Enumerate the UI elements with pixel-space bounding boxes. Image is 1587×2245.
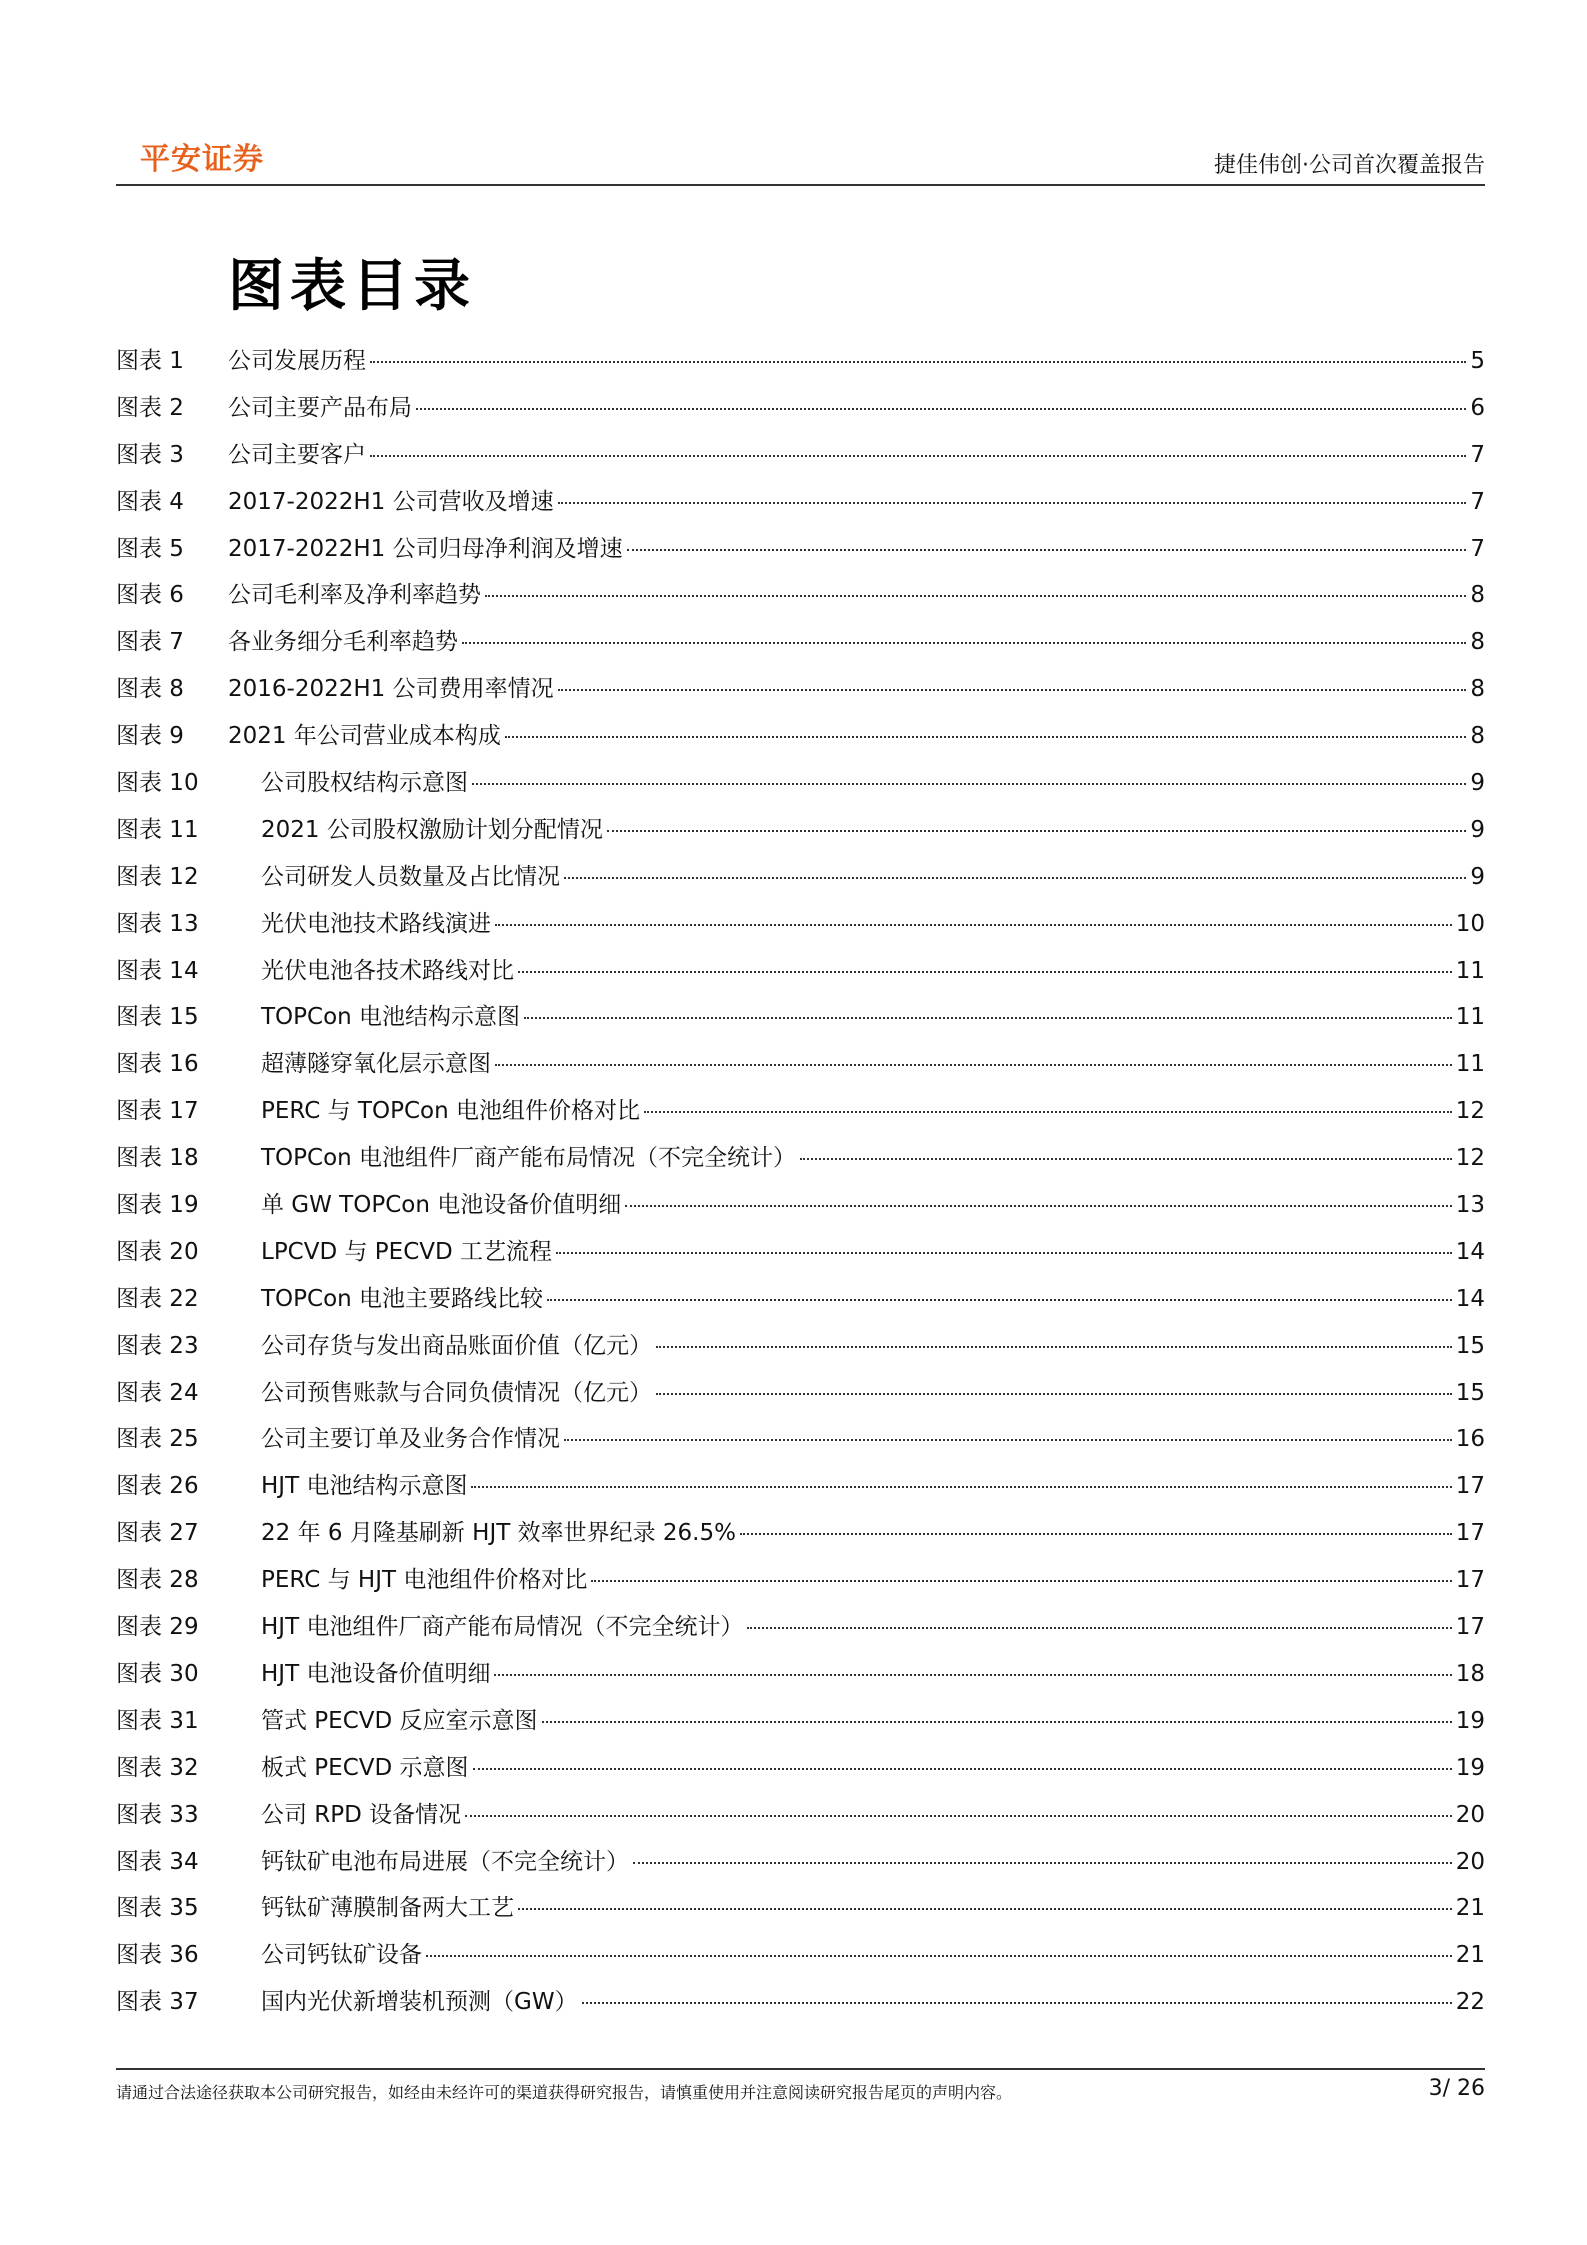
toc-dot-leader	[564, 1439, 1452, 1441]
toc-entry-label: 图表 3	[116, 441, 184, 468]
company-logo: 平安证券	[140, 142, 264, 177]
toc-entry-title: 超薄隧穿氧化层示意图	[261, 1051, 491, 1078]
toc-entry[interactable]	[116, 1420, 1485, 1467]
toc-dot-leader	[607, 830, 1467, 832]
toc-dot-leader	[547, 1299, 1452, 1301]
toc-entry-label: 图表 34	[116, 1848, 199, 1875]
toc-dot-leader	[473, 1768, 1452, 1770]
toc-entry-page: 21	[1455, 1895, 1485, 1922]
toc-entry-label: 图表 32	[116, 1754, 199, 1781]
toc-entry[interactable]	[116, 530, 1485, 577]
toc-entry[interactable]	[116, 389, 1485, 436]
toc-dot-leader	[416, 408, 1466, 410]
toc-entry[interactable]	[116, 1280, 1485, 1327]
toc-entry-label: 图表 33	[116, 1801, 199, 1828]
toc-dot-leader	[564, 877, 1466, 879]
toc-entry[interactable]	[116, 623, 1485, 670]
toc-entry[interactable]	[116, 1749, 1485, 1796]
toc-dot-leader	[800, 1158, 1452, 1160]
toc-entry[interactable]	[116, 952, 1485, 999]
toc-entry-title: 公司存货与发出商品账面价值（亿元）	[261, 1332, 652, 1359]
page-number: 3/ 26	[1428, 2076, 1485, 2101]
toc-entry-title: 单 GW TOPCon 电池设备价值明细	[261, 1192, 622, 1219]
toc-entry-page: 17	[1455, 1473, 1485, 1500]
toc-dot-leader	[518, 971, 1452, 973]
toc-entry-label: 图表 23	[116, 1332, 199, 1359]
toc-entry-label: 图表 30	[116, 1660, 199, 1687]
toc-entry-title: HJT 电池结构示意图	[261, 1473, 468, 1500]
toc-entry-page: 8	[1470, 723, 1485, 750]
toc-entry-label: 图表 26	[116, 1473, 199, 1500]
toc-entry-page: 11	[1455, 1051, 1485, 1078]
toc-entry-page: 8	[1470, 676, 1485, 703]
toc-entry[interactable]	[116, 1936, 1485, 1983]
toc-entry-title: 公司股权结构示意图	[261, 770, 468, 797]
toc-dot-leader	[656, 1346, 1452, 1348]
toc-entry[interactable]	[116, 1655, 1485, 1702]
toc-dot-leader	[627, 549, 1467, 551]
toc-entry-label: 图表 27	[116, 1520, 199, 1547]
toc-entry-page: 18	[1455, 1660, 1485, 1687]
toc-entry-label: 图表 37	[116, 1989, 199, 2016]
toc-entry-page: 19	[1455, 1754, 1485, 1781]
toc-entry-page: 20	[1455, 1801, 1485, 1828]
toc-entry-page: 16	[1455, 1426, 1485, 1453]
toc-entry-title: HJT 电池设备价值明细	[261, 1660, 491, 1687]
toc-entry-label: 图表 29	[116, 1614, 199, 1641]
toc-entry-title: 2017-2022H1 公司归母净利润及增速	[228, 535, 623, 562]
toc-entry[interactable]	[116, 1796, 1485, 1843]
toc-entry-label: 图表 24	[116, 1379, 199, 1406]
toc-entry-label: 图表 16	[116, 1051, 199, 1078]
toc-dot-leader	[740, 1533, 1452, 1535]
toc-entry-title: 管式 PECVD 反应室示意图	[261, 1707, 538, 1734]
toc-entry-page: 7	[1470, 535, 1485, 562]
toc-dot-leader	[485, 595, 1466, 597]
toc-entry-title: 公司钙钛矿设备	[261, 1942, 422, 1969]
toc-entry-label: 图表 6	[116, 582, 184, 609]
toc-entry-title: 2021 公司股权激励计划分配情况	[261, 816, 603, 843]
toc-entry-page: 7	[1470, 488, 1485, 515]
toc-entry[interactable]	[116, 1374, 1485, 1421]
toc-entry[interactable]	[116, 576, 1485, 623]
toc-dot-leader	[505, 736, 1467, 738]
toc-entry-page: 17	[1455, 1520, 1485, 1547]
toc-entry-page: 8	[1470, 629, 1485, 656]
toc-entry-label: 图表 2	[116, 394, 184, 421]
toc-entry-title: 公司研发人员数量及占比情况	[261, 863, 560, 890]
toc-entry-label: 图表 13	[116, 910, 199, 937]
toc-entry[interactable]	[116, 1561, 1485, 1608]
toc-dot-leader	[747, 1627, 1451, 1629]
toc-dot-leader	[471, 1486, 1451, 1488]
toc-dot-leader	[558, 689, 1467, 691]
toc-entry-title: 2021 年公司营业成本构成	[228, 723, 501, 750]
toc-entry-title: LPCVD 与 PECVD 工艺流程	[261, 1238, 553, 1265]
toc-entry[interactable]	[116, 1889, 1485, 1936]
toc-entry[interactable]	[116, 1467, 1485, 1514]
toc-entry-label: 图表 15	[116, 1004, 199, 1031]
header-divider	[116, 184, 1485, 186]
toc-entry-title: HJT 电池组件厂商产能布局情况（不完全统计）	[261, 1614, 744, 1641]
toc-entry-label: 图表 31	[116, 1707, 199, 1734]
toc-entry-page: 11	[1455, 1004, 1485, 1031]
toc-entry[interactable]	[116, 436, 1485, 483]
toc-entry-page: 6	[1470, 394, 1485, 421]
toc-dot-leader	[524, 1017, 1452, 1019]
toc-entry-page: 9	[1470, 770, 1485, 797]
page-header	[116, 128, 1485, 188]
toc-entry[interactable]	[116, 342, 1485, 389]
toc-entry-title: 公司发展历程	[228, 348, 366, 374]
toc-entry-page: 12	[1455, 1145, 1485, 1172]
toc-dot-leader	[494, 1674, 1451, 1676]
toc-entry-label: 图表 5	[116, 535, 184, 562]
toc-dot-leader	[591, 1580, 1451, 1582]
toc-dot-leader	[495, 924, 1452, 926]
toc-entry-page: 14	[1455, 1238, 1485, 1265]
toc-entry[interactable]	[116, 1327, 1485, 1374]
toc-dot-leader	[370, 455, 1466, 457]
toc-entry-title: 2017-2022H1 公司营收及增速	[228, 488, 554, 515]
toc-entry-title: 各业务细分毛利率趋势	[228, 629, 458, 656]
toc-dot-leader	[556, 1252, 1452, 1254]
toc-entry-page: 17	[1455, 1567, 1485, 1594]
toc-entry-label: 图表 36	[116, 1942, 199, 1969]
toc-entry-title: TOPCon 电池结构示意图	[261, 1004, 521, 1031]
toc-entry[interactable]	[116, 1843, 1485, 1890]
toc-entry-label: 图表 18	[116, 1145, 199, 1172]
toc-entry-page: 8	[1470, 582, 1485, 609]
toc-entry-title: 公司主要订单及业务合作情况	[261, 1426, 560, 1453]
toc-entry-label: 图表 20	[116, 1238, 199, 1265]
toc-dot-leader	[495, 1064, 1452, 1066]
toc-dot-leader	[582, 2002, 1452, 2004]
toc-entry-label: 图表 17	[116, 1098, 199, 1125]
toc-entry-title: 光伏电池各技术路线对比	[261, 957, 514, 984]
page-title: 图表目录	[228, 254, 476, 319]
toc-entry-page: 14	[1455, 1285, 1485, 1312]
toc-entry-title: 板式 PECVD 示意图	[261, 1754, 469, 1781]
toc-dot-leader	[633, 1862, 1452, 1864]
toc-entry-label: 图表 7	[116, 629, 184, 656]
toc-entry-page: 22	[1455, 1989, 1485, 2016]
footer-divider	[116, 2068, 1485, 2070]
toc-entry[interactable]	[116, 483, 1485, 530]
toc-entry[interactable]	[116, 1233, 1485, 1280]
toc-dot-leader	[462, 642, 1466, 644]
toc-entry-page: 15	[1455, 1332, 1485, 1359]
toc-dot-leader	[656, 1393, 1452, 1395]
toc-entry-label: 图表 14	[116, 957, 199, 984]
toc-dot-leader	[465, 1815, 1452, 1817]
toc-entry[interactable]	[116, 1702, 1485, 1749]
toc-entry-label: 图表 9	[116, 723, 184, 750]
toc-entry[interactable]	[116, 717, 1485, 764]
toc-entry-title: 公司主要产品布局	[228, 394, 412, 421]
toc-entry-title: TOPCon 电池主要路线比较	[261, 1285, 544, 1312]
toc-dot-leader	[426, 1955, 1452, 1957]
toc-entry[interactable]	[116, 764, 1485, 811]
toc-entry[interactable]	[116, 998, 1485, 1045]
toc-entry-page: 7	[1470, 441, 1485, 468]
toc-entry-page: 13	[1455, 1192, 1485, 1219]
toc-entry-page: 21	[1455, 1942, 1485, 1969]
toc-entry-page: 5	[1470, 348, 1485, 374]
toc-entry[interactable]	[116, 1139, 1485, 1186]
toc-entry-label: 图表 11	[116, 816, 199, 843]
toc-dot-leader	[644, 1111, 1452, 1113]
toc-dot-leader	[542, 1721, 1452, 1723]
footer-disclaimer: 请通过合法途径获取本公司研究报告，如经由未经许可的渠道获得研究报告，请慎重使用并注意阅读研究报告尾页的声明内容。	[116, 2083, 1013, 2102]
toc-entry-page: 9	[1470, 816, 1485, 843]
toc-entry-page: 17	[1455, 1614, 1485, 1641]
toc-dot-leader	[625, 1205, 1451, 1207]
toc-entry-page: 11	[1455, 957, 1485, 984]
toc-entry[interactable]	[116, 1045, 1485, 1092]
toc-entry-label: 图表 1	[116, 348, 184, 374]
toc-entry[interactable]	[116, 1514, 1485, 1561]
toc-dot-leader	[472, 783, 1466, 785]
toc-entry[interactable]	[116, 858, 1485, 905]
toc-entry-page: 20	[1455, 1848, 1485, 1875]
toc-dot-leader	[518, 1908, 1452, 1910]
toc-entry-label: 图表 28	[116, 1567, 199, 1594]
toc-entry-page: 12	[1455, 1098, 1485, 1125]
toc-entry-page: 19	[1455, 1707, 1485, 1734]
toc-entry[interactable]	[116, 1092, 1485, 1139]
toc-entry[interactable]	[116, 1186, 1485, 1233]
toc-entry-label: 图表 12	[116, 863, 199, 890]
toc-entry-title: TOPCon 电池组件厂商产能布局情况（不完全统计）	[261, 1145, 797, 1172]
toc-entry[interactable]	[116, 905, 1485, 952]
toc-entry[interactable]	[116, 1608, 1485, 1655]
toc-entry-title: PERC 与 HJT 电池组件价格对比	[261, 1567, 588, 1594]
toc-entry-label: 图表 19	[116, 1192, 199, 1219]
toc-entry-title: 22 年 6 月隆基刷新 HJT 效率世界纪录 26.5%	[261, 1520, 736, 1547]
toc-entry-title: 钙钛矿薄膜制备两大工艺	[261, 1895, 514, 1922]
toc-entry-title: 2016-2022H1 公司费用率情况	[228, 676, 554, 703]
toc-entry-label: 图表 25	[116, 1426, 199, 1453]
report-title: 捷佳伟创·公司首次覆盖报告	[1214, 153, 1485, 178]
toc-dot-leader	[558, 502, 1467, 504]
toc-entry-page: 10	[1455, 910, 1485, 937]
toc-entry-label: 图表 22	[116, 1285, 199, 1312]
toc-entry-title: PERC 与 TOPCon 电池组件价格对比	[261, 1098, 640, 1125]
toc-entry-title: 钙钛矿电池布局进展（不完全统计）	[261, 1848, 629, 1875]
toc-entry[interactable]	[116, 670, 1485, 717]
toc-entry-title: 国内光伏新增装机预测（GW）	[261, 1989, 578, 2016]
toc-entry-label: 图表 10	[116, 770, 199, 797]
toc-entry-title: 公司预售账款与合同负债情况（亿元）	[261, 1379, 652, 1406]
toc-entry-title: 公司 RPD 设备情况	[261, 1801, 462, 1828]
toc-entry-title: 公司主要客户	[228, 441, 366, 468]
toc-dot-leader	[370, 361, 1466, 363]
toc-entry-label: 图表 4	[116, 488, 184, 515]
toc-entry-label: 图表 8	[116, 676, 184, 703]
toc-entry[interactable]	[116, 1983, 1485, 2030]
toc-entry-title: 公司毛利率及净利率趋势	[228, 582, 481, 609]
toc-entry-page: 15	[1455, 1379, 1485, 1406]
figure-list	[116, 342, 1485, 2030]
toc-entry-title: 光伏电池技术路线演进	[261, 910, 491, 937]
toc-entry-label: 图表 35	[116, 1895, 199, 1922]
toc-entry-page: 9	[1470, 863, 1485, 890]
toc-entry[interactable]	[116, 811, 1485, 858]
